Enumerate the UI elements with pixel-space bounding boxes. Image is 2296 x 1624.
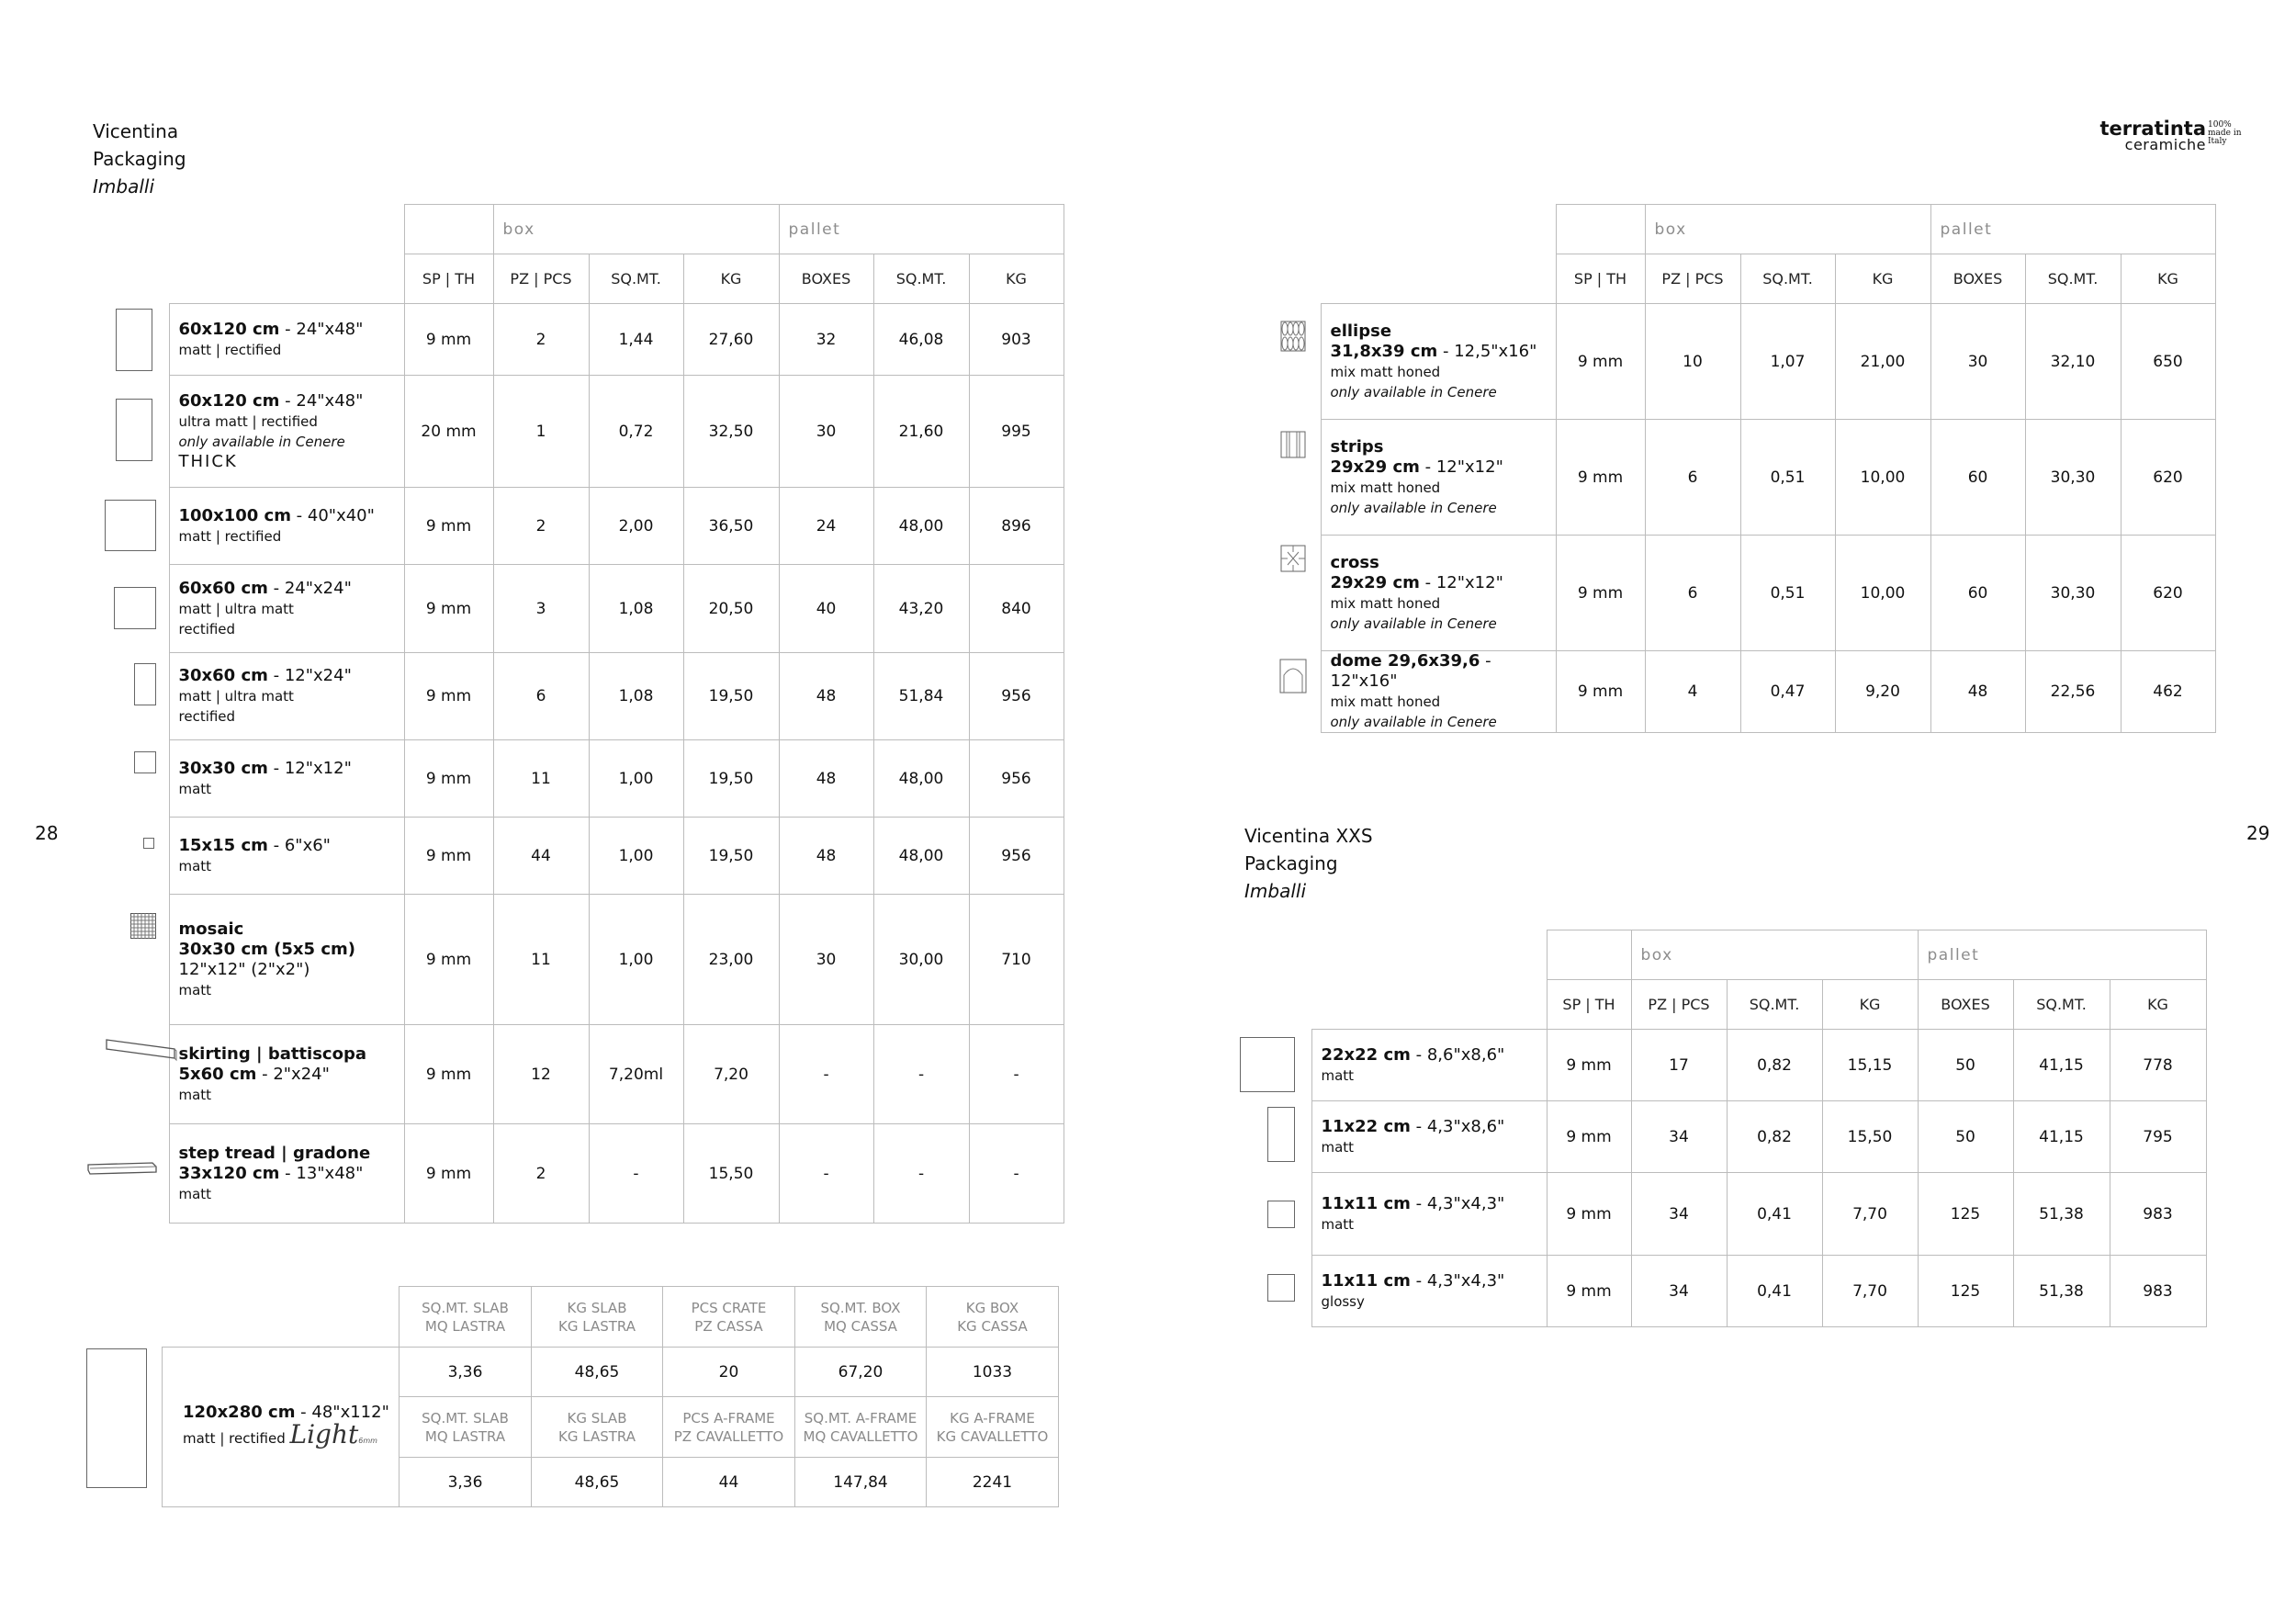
ellipse-icon (1280, 321, 1306, 352)
mosaic-icon (130, 913, 156, 939)
table-row: mosaic 30x30 cm (5x5 cm) 12"x12" (2"x2") matt 9 mm 11 1,00 23,00 30 30,00 710 (84, 895, 1064, 1025)
light-badge: Light (289, 1419, 359, 1449)
special-pallet-group-header: pallet (1930, 205, 2215, 254)
table-row: skirting | battiscopa 5x60 cm - 2"x24" matt 9 mm 12 7,20ml 7,20 - - - (84, 1025, 1064, 1124)
tile-100x100-icon (105, 500, 156, 551)
main-packaging-table (84, 204, 1064, 1224)
brand-sub: ceramiche (2124, 136, 2206, 153)
col-pallet-kg: KG (969, 254, 1064, 304)
brand-name: terratinta (2099, 118, 2206, 140)
table-row: 11x11 cm - 4,3"x4,3" glossy 9 mm 34 0,41 7,70 125 51,38 983 (1240, 1256, 2206, 1327)
xxs-header (1244, 822, 1373, 905)
slab-description: 120x280 cm - 48"x112" matt | rectified Light6mm (163, 1348, 400, 1507)
special-box-group-header: box (1645, 205, 1930, 254)
dome-icon (1279, 659, 1307, 694)
tile-11x22-icon (1267, 1107, 1295, 1162)
table-row: strips 29x29 cm - 12"x12" mix matt honed only available in Cenere 9 mm 6 0,51 10,00 60 30,30 620 (1273, 420, 2215, 536)
table-row: 22x22 cm - 8,6"x8,6" matt 9 mm 17 0,82 15,15 50 41,15 778 (1240, 1030, 2206, 1101)
xxs-section-subtitle: Imballi (1244, 880, 1307, 902)
box-group-header: box (493, 205, 779, 254)
special-pieces-table: box pallet SP | TH PZ | PCS SQ.MT. KG BOXES SQ.MT. KG ellipse 31,8x39 cm - 12,5"x16" mix matt honed only available in Cenere 9 mm 10 1,07 21,00 30 32,10 650 strips 29x29 cm - 12"x12" mix matt honed only available in Cenere 9 mm 6 0,51 10,00 60 30,30 620 cross 29x29 cm - 12"x12" mix matt honed only available in Cenere 9 mm 6 0,51 10,00 60 30,30 620 dome 29,6x39,6 - 12"x16" mix matt honed only available in Cenere 9 mm 4 0,47 9,20 48 22,56 462 (1273, 204, 2216, 733)
col-boxes: BOXES (779, 254, 873, 304)
slab-120x280-icon (86, 1348, 147, 1488)
step-tread-icon (86, 1161, 160, 1179)
tile-30x60-icon (134, 663, 156, 705)
col-sqmt: SQ.MT. (589, 254, 683, 304)
xxs-packaging-table: box pallet SP | TH PZ | PCS SQ.MT. KG BOXES SQ.MT. KG 22x22 cm - 8,6"x8,6" matt 9 mm 17 0,82 15,15 50 41,15 778 11x22 cm - 4,3"x8,6" matt 9 mm 34 0,82 15,50 50 41,15 795 11x11 cm - 4,3"x4,3" matt 9 mm 34 0,41 7,70 125 51,38 983 11x11 cm - 4,3"x4,3" glossy 9 mm 34 0,41 7,70 125 51,38 983 (1240, 930, 2207, 1327)
table-row: 60x120 cm - 24"x48" ultra matt | rectified only available in Cenere THICK 20 mm 1 0,72 32,50 30 21,60 995 (84, 376, 1064, 488)
tile-22x22-icon (1240, 1037, 1295, 1092)
slab-table: SQ.MT. SLAB MQ LASTRA KG SLAB KG LASTRA PCS CRATE PZ CASSA SQ.MT. BOX MQ CASSA KG BOX KG CASSA 120x280 cm - 48"x112" matt | rectified Light6mm 3,36 48,65 20 67,20 1033 SQ.MT. SLAB MQ LASTRA KG SLAB KG LASTRA PCS A-FRAME PZ CAVALLETTO SQ.MT. A-FRAME MQ CAVALLETTO KG A-FRAME KG CAVALLETTO 3,36 48,65 44 147,84 2241 (162, 1286, 1059, 1507)
tile-11x11-glossy-icon (1267, 1274, 1295, 1302)
table-row: 60x60 cm - 24"x24" matt | ultra matt rectified 9 mm 3 1,08 20,50 40 43,20 840 (84, 565, 1064, 653)
collection-title: Vicentina (93, 120, 179, 142)
xxs-section-title: Packaging (1244, 852, 1338, 874)
tile-11x11-icon (1267, 1201, 1295, 1228)
cross-icon (1280, 545, 1306, 572)
brand-logo (2099, 118, 2242, 153)
table-row: 100x100 cm - 40"x40" matt | rectified 9 mm 2 2,00 36,50 24 48,00 896 (84, 488, 1064, 565)
table-row: 30x30 cm - 12"x12" matt 9 mm 11 1,00 19,50 48 48,00 956 (84, 740, 1064, 818)
pallet-group-header: pallet (779, 205, 1064, 254)
table-row: 15x15 cm - 6"x6" matt 9 mm 44 1,00 19,50 48 48,00 956 (84, 818, 1064, 895)
col-sp: SP | TH (404, 254, 493, 304)
tile-30x30-icon (134, 751, 156, 773)
tile-60x60-icon (114, 587, 156, 629)
table-row: 11x11 cm - 4,3"x4,3" matt 9 mm 34 0,41 7,70 125 51,38 983 (1240, 1173, 2206, 1256)
table-row: 30x60 cm - 12"x24" matt | ultra matt rectified 9 mm 6 1,08 19,50 48 51,84 956 (84, 653, 1064, 740)
table-row: step tread | gradone 33x120 cm - 13"x48" matt 9 mm 2 - 15,50 - - - (84, 1124, 1064, 1224)
strips-icon (1280, 431, 1306, 458)
tile-15x15-icon (143, 838, 154, 849)
left-header (93, 118, 186, 200)
brand-tag: 100% made in Italy (2208, 120, 2242, 146)
col-pz: PZ | PCS (493, 254, 589, 304)
table-row: ellipse 31,8x39 cm - 12,5"x16" mix matt honed only available in Cenere 9 mm 10 1,07 21,00 30 32,10 650 (1273, 304, 2215, 420)
thick-badge: THICK (178, 451, 238, 471)
tile-60x120-icon (116, 309, 152, 371)
col-kg: KG (683, 254, 779, 304)
table-row: cross 29x29 cm - 12"x12" mix matt honed only available in Cenere 9 mm 6 0,51 10,00 60 30,30 620 (1273, 536, 2215, 651)
page-number-right: 29 (2246, 822, 2270, 844)
section-title: Packaging (93, 148, 186, 170)
section-subtitle: Imballi (93, 175, 155, 197)
table-row: dome 29,6x39,6 - 12"x16" mix matt honed only available in Cenere 9 mm 4 0,47 9,20 48 22,56 462 (1273, 651, 2215, 733)
xxs-box-group-header: box (1631, 930, 1918, 980)
xxs-collection-title: Vicentina XXS (1244, 825, 1373, 847)
page-number-left: 28 (35, 822, 59, 844)
tile-60x120-thick-icon (116, 399, 152, 461)
skirting-icon (105, 1038, 178, 1066)
table-row: 60x120 cm - 24"x48" matt | rectified 9 mm 2 1,44 27,60 32 46,08 903 (84, 304, 1064, 376)
xxs-pallet-group-header: pallet (1918, 930, 2206, 980)
col-pallet-sqmt: SQ.MT. (873, 254, 969, 304)
table-row: 11x22 cm - 4,3"x8,6" matt 9 mm 34 0,82 15,50 50 41,15 795 (1240, 1101, 2206, 1173)
